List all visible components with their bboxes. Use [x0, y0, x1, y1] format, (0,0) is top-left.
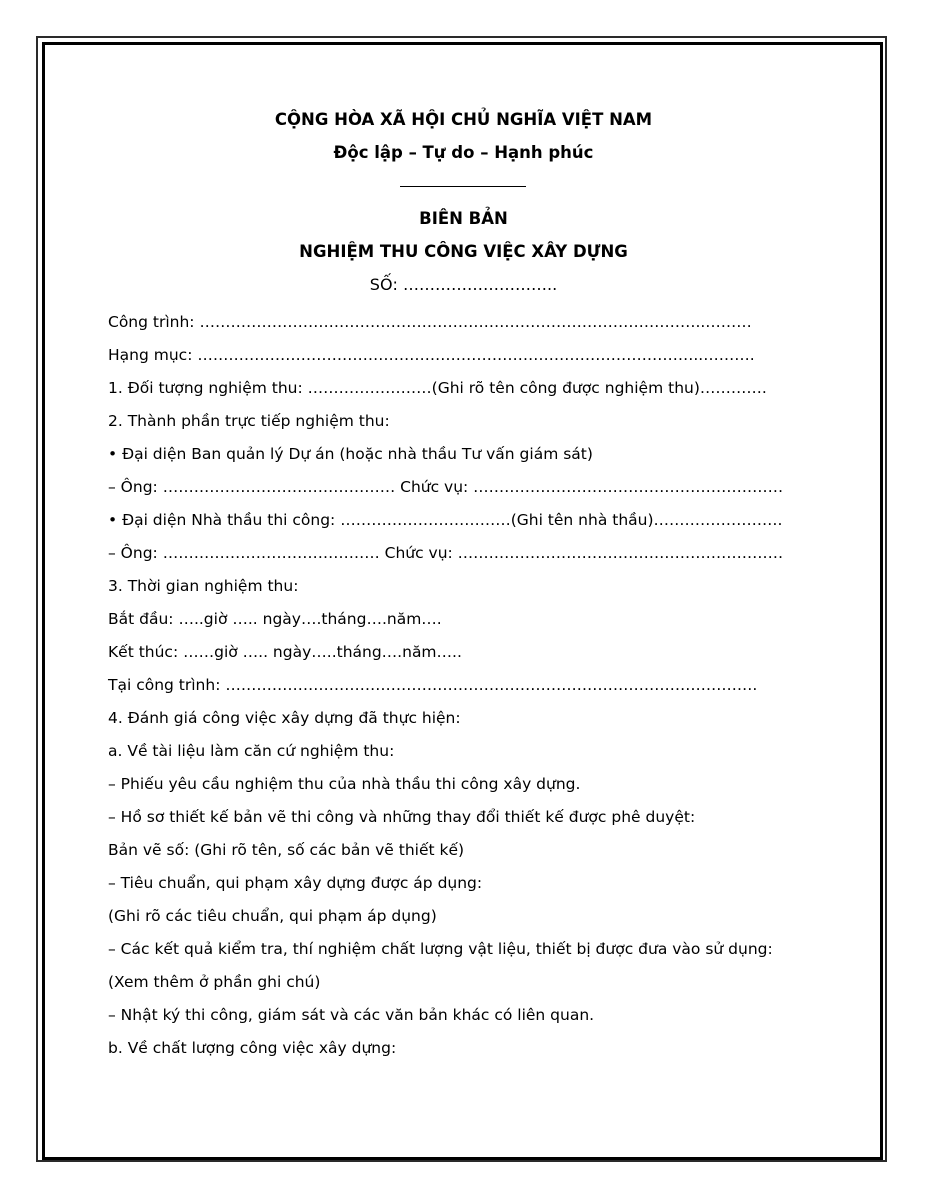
line-phieu-yeu-cau: – Phiếu yêu cầu nghiệm thu của nhà thầu thi công xây dựng. — [108, 775, 581, 793]
line-ho-so-thiet-ke: – Hồ sơ thiết kế bản vẽ thi công và những thay đổi thiết kế được phê duyệt: — [108, 808, 696, 826]
line-danh-gia: 4. Đánh giá công việc xây dựng đã thực hiện: — [108, 709, 461, 727]
line-nhat-ky: – Nhật ký thi công, giám sát và các văn bản khác có liên quan. — [108, 1006, 595, 1024]
line-cong-trinh: Công trình: ……………………………………………………………………………………..……… — [108, 313, 752, 331]
line-dai-dien-nha-thau: • Đại diện Nhà thầu thi công: ……………………………(Ghi tên nhà thầu)……………………. — [108, 511, 783, 529]
line-tieu-chuan: – Tiêu chuẩn, qui phạm xây dựng được áp dụng: — [108, 874, 483, 892]
motto-heading: Độc lập – Tự do – Hạnh phúc — [333, 143, 594, 162]
heading-underline — [400, 186, 526, 187]
line-ong-1: – Ông: ……………………………………… Chức vụ: …………………………………………………… — [108, 478, 784, 496]
line-ket-qua-kiem-tra: – Các kết quả kiểm tra, thí nghiệm chất lượng vật liệu, thiết bị được đưa vào sử dụng: — [108, 940, 773, 958]
line-thanh-phan: 2. Thành phần trực tiếp nghiệm thu: — [108, 412, 390, 430]
line-ghi-ro-tieu-chuan: (Ghi rõ các tiêu chuẩn, qui phạm áp dụng) — [108, 907, 437, 925]
line-dai-dien-ban-ql: • Đại diện Ban quản lý Dự án (hoặc nhà thầu Tư vấn giám sát) — [108, 445, 593, 463]
country-heading: CỘNG HÒA XÃ HỘI CHỦ NGHĨA VIỆT NAM — [274, 110, 653, 129]
line-chat-luong: b. Về chất lượng công việc xây dựng: — [108, 1039, 397, 1057]
line-ong-2: – Ông: …………………………………… Chức vụ: ……………………………………………………… — [108, 544, 784, 562]
line-tai-cong-trinh: Tại công trình: …………………………………………………………………………………………. — [108, 676, 758, 694]
line-bat-dau: Bắt đầu: …..giờ ….. ngày….tháng….năm…. — [108, 610, 442, 628]
line-doi-tuong: 1. Đối tượng nghiệm thu: ……………………(Ghi rõ tên công được nghiệm thu)…………. — [108, 379, 767, 397]
line-tai-lieu: a. Về tài liệu làm căn cứ nghiệm thu: — [108, 742, 395, 760]
document-type: BIÊN BẢN — [419, 209, 508, 228]
document-title: NGHIỆM THU CÔNG VIỆC XÂY DỰNG — [299, 242, 628, 261]
line-xem-them: (Xem thêm ở phần ghi chú) — [108, 973, 321, 991]
line-hang-muc: Hạng mục: ……………………………………………………………………………………..………. — [108, 346, 755, 364]
line-ket-thuc: Kết thúc: ……giờ ….. ngày…..tháng….năm….. — [108, 643, 462, 661]
document-number: SỐ: ……………………….. — [369, 275, 558, 294]
line-ban-ve-so: Bản vẽ số: (Ghi rõ tên, số các bản vẽ thiết kế) — [108, 841, 465, 859]
line-thoi-gian: 3. Thời gian nghiệm thu: — [108, 577, 299, 595]
